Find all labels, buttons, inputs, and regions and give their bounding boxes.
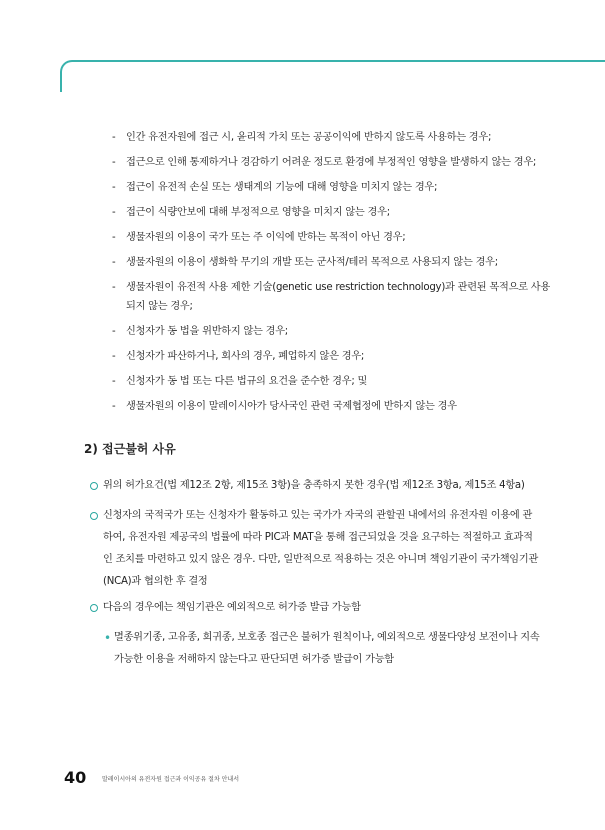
circle-bullet-icon [90,512,98,520]
list-item: - 생물자원의 이용이 생화학 무기의 개발 또는 군사적/테러 목적으로 사용되지 않는 경우; [112,257,498,268]
list-item: - 신청자가 동 법 또는 다른 법규의 요건을 준수한 경우; 및 [112,376,368,387]
dot-bullet-icon: • [104,631,111,645]
sub-list-item: • 멸종위기종, 고유종, 희귀종, 보호종 접근은 불허가 원칙이나, 예외적으로 생물다양성 보전이나 지속가능한 이용을 저해하지 않는다고 판단되면 허가증 발급이 가능함 [104,627,540,671]
section-heading: 2) 접근불허 사유 [84,442,176,456]
page-number: 40 [64,768,87,787]
list-item: 위의 허가요건(법 제12조 2항, 제15조 3항)을 충족하지 못한 경우(법 제12조 3항a, 제15조 4항a) [90,475,540,497]
list-item: - 생물자원의 이용이 말레이시아가 당사국인 관련 국제협정에 반하지 않는 경우 [112,401,457,412]
footer-title: 말레이시아의 유전자원 접근과 이익공유 절차 안내서 [102,776,240,783]
list-item: - 접근이 식량안보에 대해 부정적으로 영향을 미치지 않는 경우; [112,207,390,218]
list-item: - 생물자원이 유전적 사용 제한 기술(genetic use restriction technology)과 관련된 목적으로 사용되지 않는 경우; [112,282,550,312]
list-item: - 접근으로 인해 통제하거나 경감하기 어려운 정도로 환경에 부정적인 영향을 발생하지 않는 경우; [112,157,537,168]
list-item: 신청자의 국적국가 또는 신청자가 활동하고 있는 국가가 자국의 관할권 내에서의 유전자원 이용에 관하여, 유전자원 제공국의 법률에 따라 PIC과 MAT을 통해 접근되었을 것을 요구하는 적절하고 효과적인 조치를 마련하고 있지 않은 경우. 다만, 일반적으로 적용하는 것은 아니며 책임기관이 국가책임기관(NCA)과 협의한 후 결정 [90,505,540,593]
list-item: - 신청자가 동 법을 위반하지 않는 경우; [112,326,288,337]
list-item: 다음의 경우에는 책임기관은 예외적으로 허가증 발급 가능함 [90,597,540,619]
list-item: - 신청자가 파산하거나, 회사의 경우, 폐업하지 않은 경우; [112,351,365,362]
circle-bullet-icon [90,482,98,490]
header-decoration-line [60,60,605,92]
list-item: - 생물자원의 이용이 국가 또는 주 이익에 반하는 목적이 아닌 경우; [112,232,406,243]
list-item: - 접근이 유전적 손실 또는 생태계의 기능에 대해 영향을 미치지 않는 경우; [112,182,438,193]
circle-bullet-icon [90,604,98,612]
list-item: - 인간 유전자원에 접근 시, 윤리적 가치 또는 공공이익에 반하지 않도록 사용하는 경우; [112,132,492,143]
